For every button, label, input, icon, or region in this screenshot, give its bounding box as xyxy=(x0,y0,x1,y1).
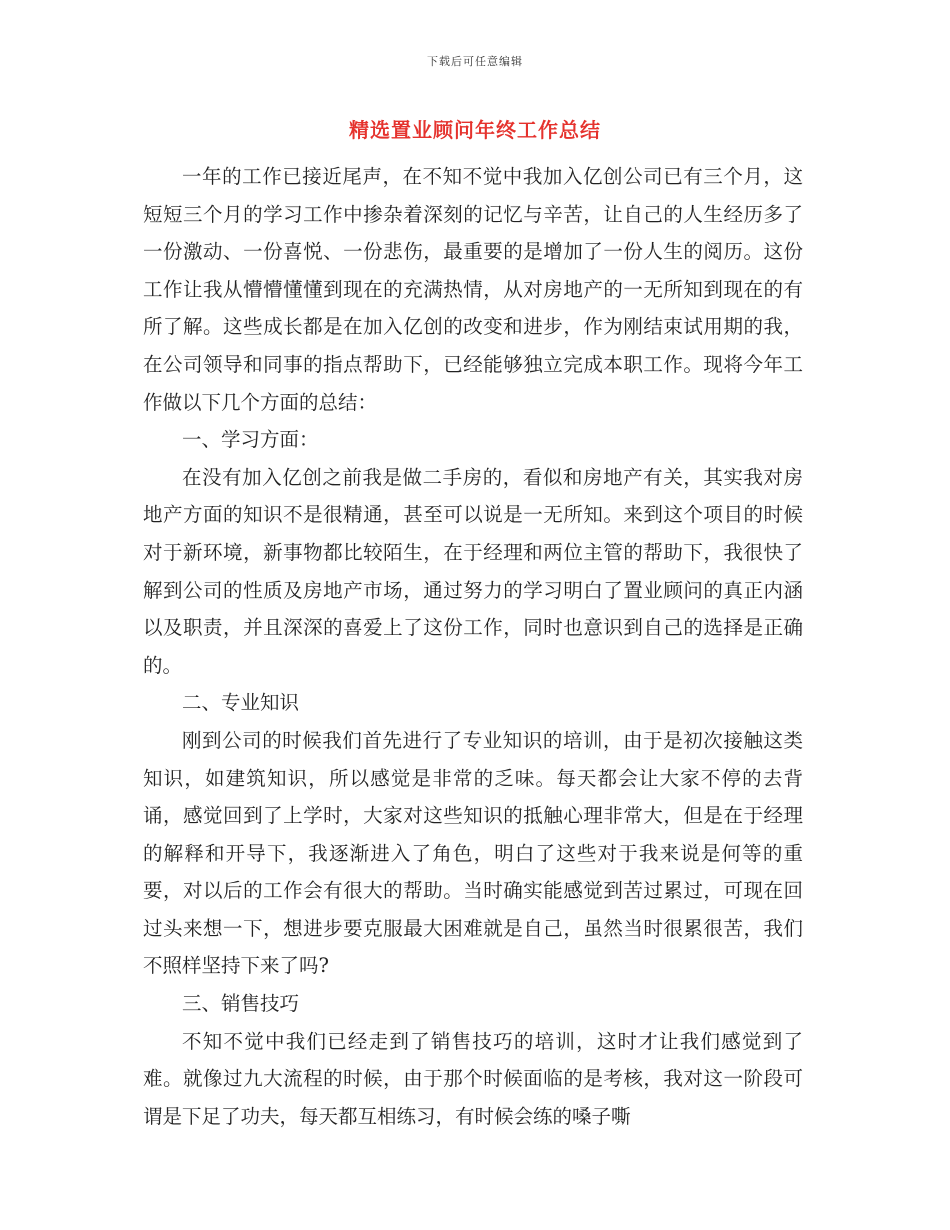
section-heading-sales: 三、销售技巧 xyxy=(182,992,300,1016)
document-body xyxy=(143,158,803,1135)
section-heading-knowledge: 二、专业知识 xyxy=(182,691,300,715)
section-heading-learning: 一、学习方面： xyxy=(182,428,319,452)
document-title: 精选置业顾问年终工作总结 xyxy=(349,118,601,142)
paragraph-sales: 不知不觉中我们已经走到了销售技巧的培训，这时才让我们感觉到了难。就像过九大流程的时候，由于那个时候面临的是考核，我对这一阶段可谓是下足了功夫，每天都互相练习，有时候会练的嗓子嘶 xyxy=(143,1029,803,1128)
paragraph-knowledge: 刚到公司的时候我们首先进行了专业知识的培训，由于是初次接触这类知识，如建筑知识，所以感觉是非常的乏味。每天都会让大家不停的去背诵，感觉回到了上学时，大家对这些知识的抵触心理非常大，但是在于经理的解释和开导下，我逐渐进入了角色，明白了这些对于我来说是何等的重要，对以后的工作会有很大的帮助。当时确实能感觉到苦过累过，可现在回过头来想一下，想进步要克服最大困难就是自己，虽然当时很累很苦，我们不照样坚持下来了吗? xyxy=(143,728,803,978)
header-note: 下载后可任意编辑 xyxy=(427,55,523,68)
paragraph-intro: 一年的工作已接近尾声，在不知不觉中我加入亿创公司已有三个月，这短短三个月的学习工作中掺杂着深刻的记忆与辛苦，让自己的人生经历多了一份激动、一份喜悦、一份悲伤，最重要的是增加了一份人生的阅历。这份工作让我从懵懵懂懂到现在的充满热情，从对房地产的一无所知到现在的有所了解。这些成长都是在加入亿创的改变和进步，作为刚结束试用期的我，在公司领导和同事的指点帮助下，已经能够独立完成本职工作。现将今年工作做以下几个方面的总结： xyxy=(143,165,803,414)
paragraph-learning: 在没有加入亿创之前我是做二手房的，看似和房地产有关，其实我对房地产方面的知识不是很精通，甚至可以说是一无所知。来到这个项目的时候对于新环境，新事物都比较陌生，在于经理和两位主管的帮助下，我很快了解到公司的性质及房地产市场，通过努力的学习明白了置业顾问的真正内涵以及职责，并且深深的喜爱上了这份工作，同时也意识到自己的选择是正确的。 xyxy=(143,465,803,677)
